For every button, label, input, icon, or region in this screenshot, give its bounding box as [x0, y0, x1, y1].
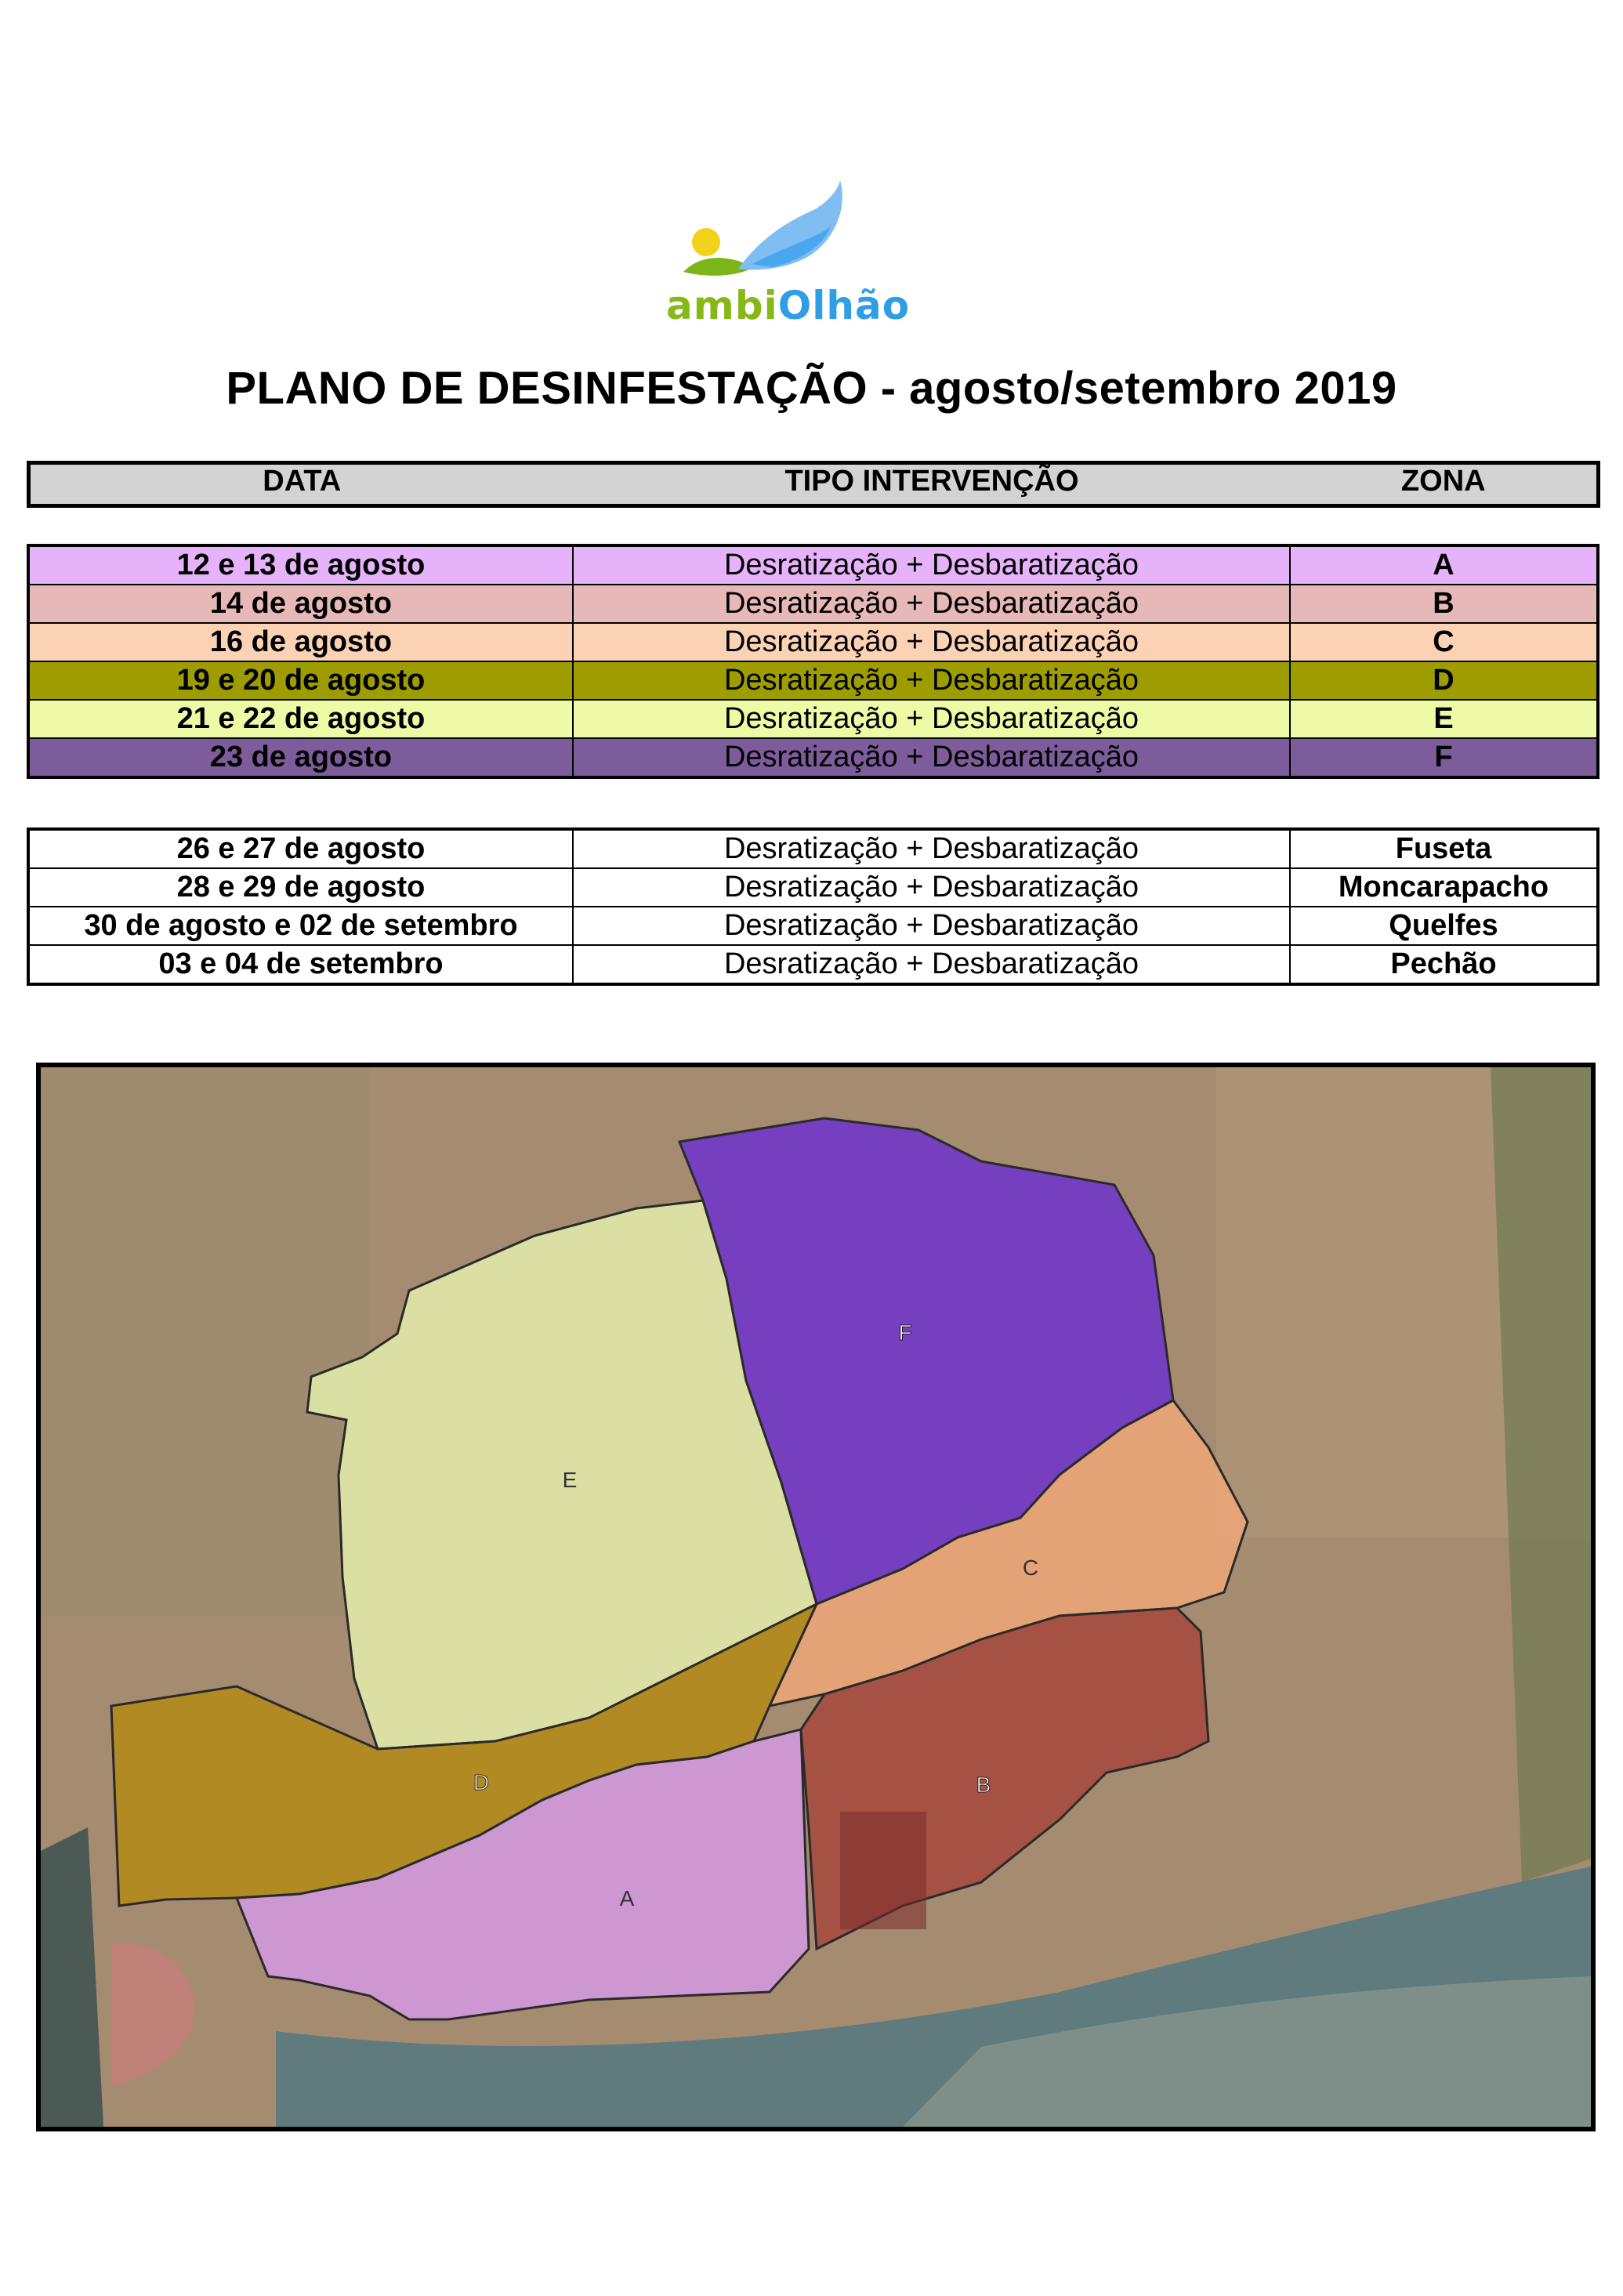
map-harbour: [840, 1812, 926, 1929]
zone-label-b: B: [976, 1773, 991, 1797]
rural-row-zone: Fuseta: [1290, 829, 1598, 868]
urban-row-type: Desratização + Desbaratização: [573, 585, 1290, 623]
rural-row-date: 28 e 29 de agosto: [28, 868, 573, 907]
zone-label-a: A: [619, 1886, 635, 1910]
rural-row-date: 03 e 04 de setembro: [28, 945, 573, 984]
zone-map-svg: [41, 1067, 1591, 2127]
urban-row: [28, 585, 1598, 623]
urban-row-date: 19 e 20 de agosto: [28, 661, 573, 700]
urban-row-date: 23 de agosto: [28, 738, 573, 777]
urban-row-zone: E: [1290, 700, 1598, 738]
rural-areas-table: [27, 828, 1599, 986]
logo-emblem: [666, 176, 901, 286]
rural-row-type: Desratização + Desbaratização: [573, 945, 1290, 984]
zone-label-c: C: [1022, 1555, 1039, 1580]
zone-label-f: F: [898, 1320, 912, 1345]
rural-row-zone: Moncarapacho: [1290, 868, 1598, 907]
rural-row: [28, 868, 1598, 907]
urban-row-date: 12 e 13 de agosto: [28, 545, 573, 585]
rural-row-date: 26 e 27 de agosto: [28, 829, 573, 868]
page-title: PLANO DE DESINFESTAÇÃO - agosto/setembro 2019: [226, 363, 1397, 414]
urban-row: [28, 700, 1598, 738]
urban-row-type: Desratização + Desbaratização: [573, 545, 1290, 585]
urban-row: [28, 623, 1598, 661]
urban-row-date: 16 de agosto: [28, 623, 573, 661]
rural-row-type: Desratização + Desbaratização: [573, 829, 1290, 868]
rural-row-date: 30 de agosto e 02 de setembro: [28, 907, 573, 945]
urban-zones-table: [27, 544, 1599, 779]
rural-row: [28, 829, 1598, 868]
urban-row-zone: D: [1290, 661, 1598, 700]
urban-row-zone: F: [1290, 738, 1598, 777]
urban-row-type: Desratização + Desbaratização: [573, 661, 1290, 700]
rural-row-zone: Quelfes: [1290, 907, 1598, 945]
urban-row-date: 14 de agosto: [28, 585, 573, 623]
urban-row-type: Desratização + Desbaratização: [573, 700, 1290, 738]
schedule-header: [27, 461, 1600, 508]
urban-row-type: Desratização + Desbaratização: [573, 738, 1290, 777]
rural-row-type: Desratização + Desbaratização: [573, 868, 1290, 907]
urban-row: [28, 545, 1598, 585]
rural-row: [28, 945, 1598, 984]
rural-row: [28, 907, 1598, 945]
urban-row-zone: A: [1290, 545, 1598, 585]
zone-map: [36, 1063, 1596, 2131]
rural-row-zone: Pechão: [1290, 945, 1598, 984]
urban-row-zone: B: [1290, 585, 1598, 623]
logo-wordmark: [666, 283, 911, 328]
urban-row-date: 21 e 22 de agosto: [28, 700, 573, 738]
logo-wordmark-olhao: Olhão: [777, 283, 911, 328]
header-zone: ZONA: [1291, 463, 1599, 506]
map-terrain-nw: [41, 1067, 370, 1616]
urban-row-zone: C: [1290, 623, 1598, 661]
header-type: TIPO INTERVENÇÃO: [574, 463, 1291, 506]
ambiolhao-logo: [666, 176, 911, 341]
rural-row-type: Desratização + Desbaratização: [573, 907, 1290, 945]
logo-wordmark-ambi: ambi: [666, 283, 778, 328]
zone-label-d: D: [473, 1770, 490, 1794]
header-date: DATA: [29, 463, 574, 506]
header-row: [29, 463, 1599, 506]
zone-label-e: E: [562, 1468, 578, 1492]
urban-row: [28, 661, 1598, 700]
urban-row-type: Desratização + Desbaratização: [573, 623, 1290, 661]
urban-row: [28, 738, 1598, 777]
